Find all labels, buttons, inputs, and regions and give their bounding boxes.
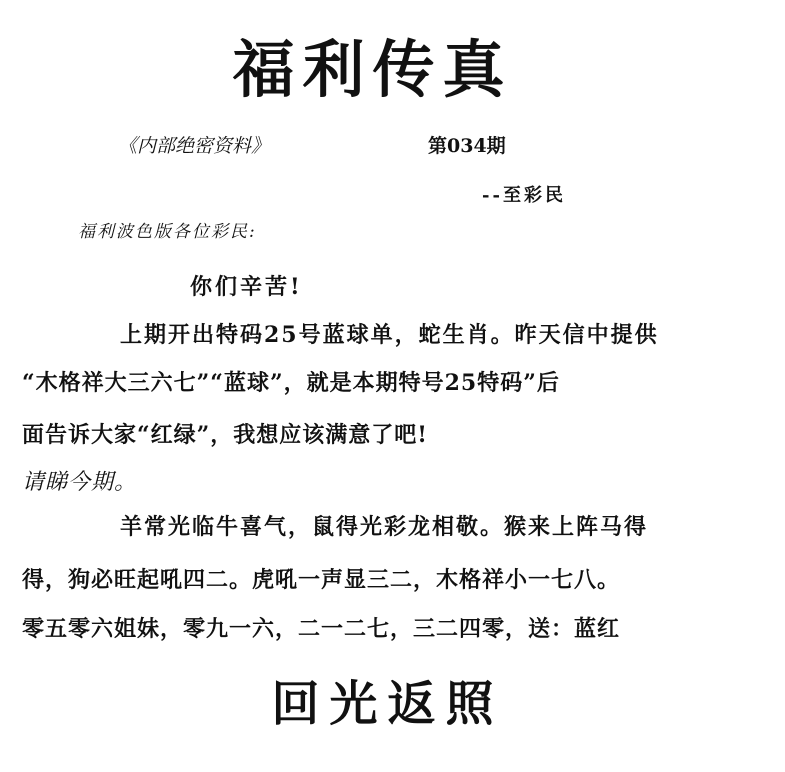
body-line-2: “木格祥大三六七”“蓝球”，就是本期特号25特码”后 bbox=[22, 370, 560, 396]
issue-number: 第034期 bbox=[428, 135, 506, 157]
body-line-5: 羊常光临牛喜气，鼠得光彩龙相敬。猴来上阵马得 bbox=[120, 514, 649, 540]
body-line-1: 上期开出特码25号蓝球单，蛇生肖。昨天信中提供 bbox=[120, 322, 659, 348]
body-line-3: 面告诉大家“红绿”，我想应该满意了吧! bbox=[22, 422, 428, 448]
body-line-6: 得，狗必旺起吼四二。虎吼一声显三二，木格祥小一七八。 bbox=[22, 567, 621, 593]
signature-line: --至彩民 bbox=[482, 185, 566, 206]
document-subtitle: 《内部绝密资料》 bbox=[118, 135, 271, 157]
greeting-line: 你们辛苦! bbox=[190, 274, 303, 300]
footer-title: 回光返照 bbox=[271, 676, 504, 732]
body-line-4: 请睇今期。 bbox=[22, 470, 138, 495]
salutation-line: 福利波色版各位彩民: bbox=[78, 222, 257, 242]
document-title: 福利传真 bbox=[232, 33, 513, 106]
body-line-7: 零五零六姐妹，零九一六，二一二七，三二四零，送：蓝红 bbox=[22, 616, 621, 642]
